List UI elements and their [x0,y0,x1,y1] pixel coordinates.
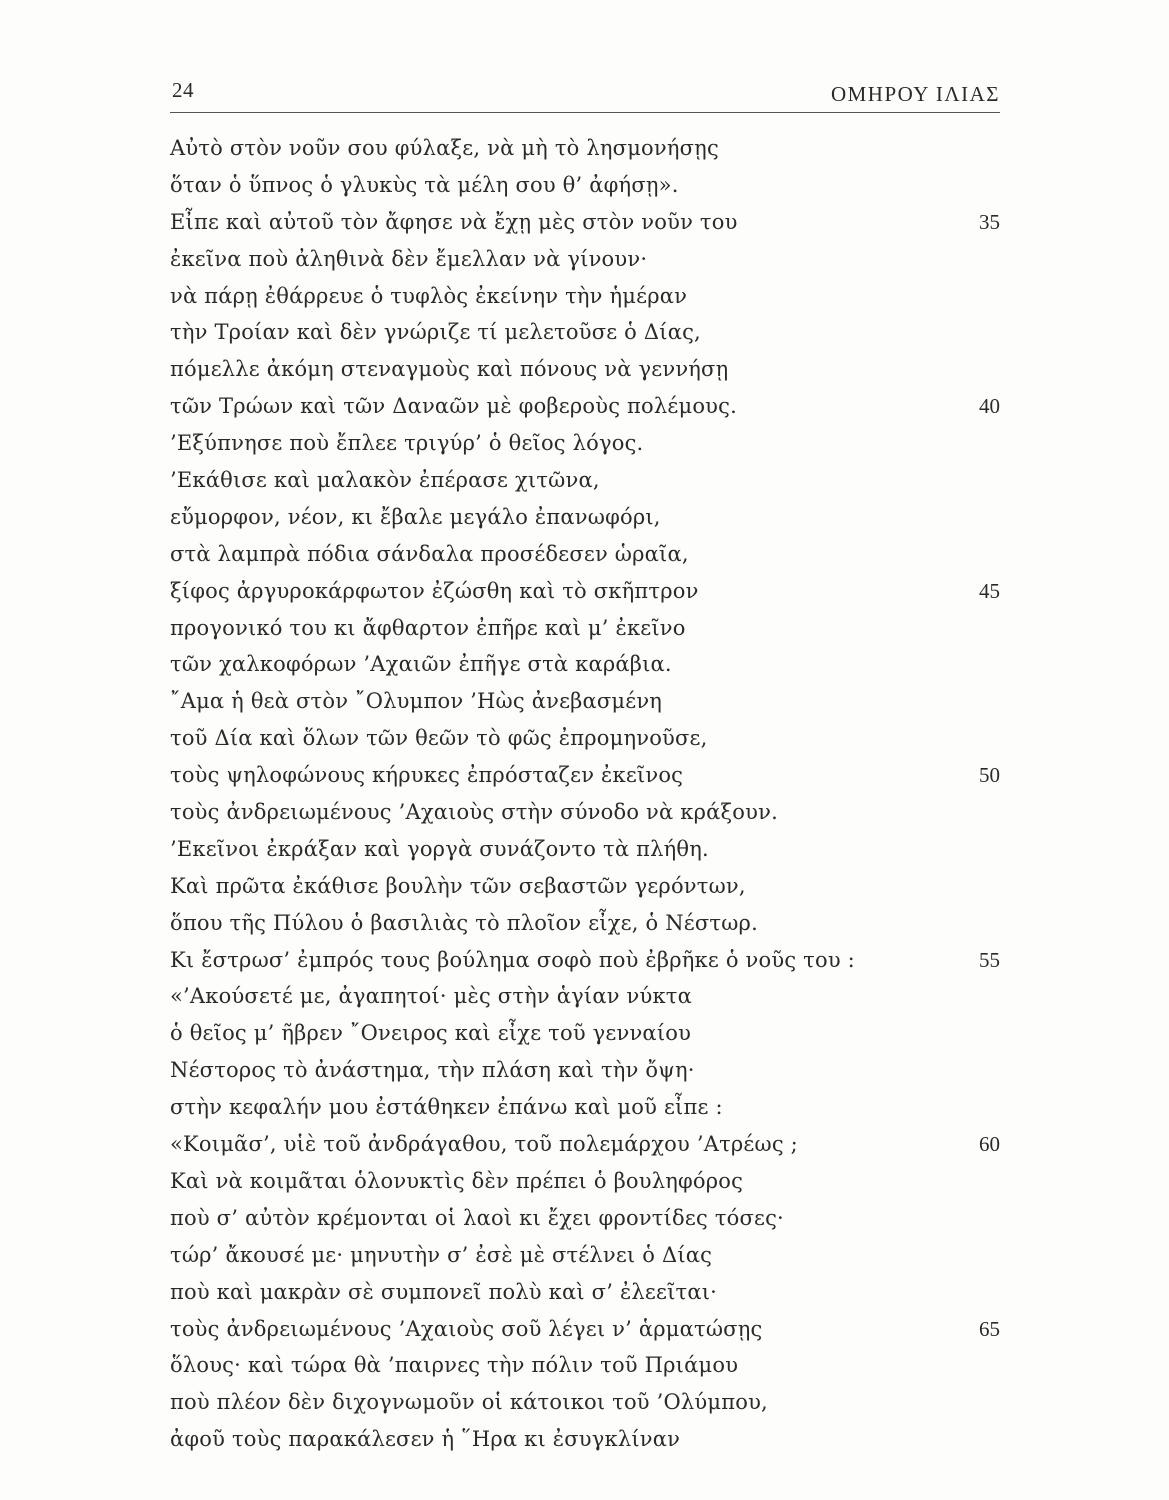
verse-line [170,1052,1000,1089]
verse-text: ποὺ σ’ αὐτὸν κρέμονται οἱ λαοὶ κι ἔχει φροντίδες τόσες· [170,1205,784,1230]
verse-text: τώρ’ ἄκουσέ με· μηνυτὴν σ’ ἐσὲ μὲ στέλνει ὁ Δίας [170,1242,713,1267]
verse-line [170,1384,1000,1421]
verse-line [170,1089,1000,1126]
verse-line [170,978,1000,1015]
verse-text: ὅπου τῆς Πύλου ὁ βασιλιὰς τὸ πλοῖον εἶχε, ὁ Νέστωρ. [170,910,758,935]
verse-line [170,573,1000,610]
verse-text: «Κοιμᾶσ’, υἱὲ τοῦ ἀνδράγαθου, τοῦ πολεμάρχου ’Ατρέως ; [170,1132,798,1157]
verse-text: ῎Αμα ἡ θεὰ στὸν ῎Ολυμπον ’Ηὼς ἀνεβασμένη [170,689,663,714]
verse-text: «’Ακούσετέ με, ἀγαπητοί· μὲς στὴν ἁγίαν νύκτα [170,984,693,1009]
verse-line [170,1126,1000,1163]
verse-line [170,1311,1000,1348]
line-number: 60 [979,1132,1000,1157]
verse-text: εὔμορφον, νέον, κι ἔβαλε μεγάλο ἐπανωφόρι, [170,504,661,529]
verse-text: τοῦ Δία καὶ ὅλων τῶν θεῶν τὸ φῶς ἐπρομηνοῦσε, [170,726,708,751]
line-number: 50 [979,763,1000,788]
verse-line [170,167,1000,204]
verse-line [170,1274,1000,1311]
verse-text: ὁ θεῖος μ’ ῆβρεν ῎Ονειρος καὶ εἶχε τοῦ γενναίου [170,1021,692,1046]
verse-line [170,1347,1000,1384]
verse-text: ποὺ καὶ μακρὰν σὲ συμπονεῖ πολὺ καὶ σ’ ἐλεεῖται· [170,1279,718,1304]
running-title: ΟΜΗΡΟΥ ΙΛΙΑΣ [830,82,1000,106]
verse-line [170,757,1000,794]
verse-text: τὴν Τροίαν καὶ δὲν γνώριζε τί μελετοῦσε ὁ Δίας, [170,320,701,345]
verse-line [170,204,1000,241]
page-number: 24 [172,78,194,102]
verse-text: ξίφος ἀργυροκάρφωτον ἐζώσθη καὶ τὸ σκῆπτρον [170,578,699,603]
verse-line [170,683,1000,720]
verse-line [170,425,1000,462]
line-number: 45 [979,578,1000,603]
page-header [170,76,1000,113]
verse-text: τοὺς ψηλοφώνους κήρυκες ἐπρόσταζεν ἐκεῖνος [170,763,684,788]
verse-text: ’Εκεῖνοι ἐκράξαν καὶ γοργὰ συνάζοντο τὰ πλήθη. [170,836,709,861]
verse-text: ἐκεῖνα ποὺ ἀληθινὰ δὲν ἔμελλαν νὰ γίνουν· [170,246,648,271]
line-number: 40 [979,394,1000,419]
verse-line [170,646,1000,683]
verse-line [170,1163,1000,1200]
verse-line [170,130,1000,167]
verse-text: στὴν κεφαλήν μου ἐστάθηκεν ἐπάνω καὶ μοῦ εἶπε : [170,1095,723,1120]
verse-text: τοὺς ἀνδρειωμένους ’Αχαιοὺς σοῦ λέγει ν’ ἁρματώσῃς [170,1316,763,1341]
line-number: 35 [979,209,1000,234]
verse-line [170,462,1000,499]
line-number: 55 [979,947,1000,972]
verse-line [170,1015,1000,1052]
verse-text: Κι ἔστρωσ’ ἐμπρός τους βούλημα σοφὸ ποὺ ἐβρῆκε ὁ νοῦς του : [170,947,855,972]
verse-line [170,1421,1000,1458]
verse-text: νὰ πάρῃ ἐθάρρευε ὁ τυφλὸς ἐκείνην τὴν ἡμέραν [170,283,688,308]
verse-text: ὅταν ὁ ὕπνος ὁ γλυκὺς τὰ μέλη σου θ’ ἀφήσῃ». [170,172,679,197]
verse-line [170,241,1000,278]
verse-text: πόμελλε ἀκόμη στεναγμοὺς καὶ πόνους νὰ γεννήσῃ [170,357,729,382]
verse-line [170,905,1000,942]
verse-line [170,278,1000,315]
verse-text: Καὶ πρῶτα ἐκάθισε βουλὴν τῶν σεβαστῶν γερόντων, [170,873,746,898]
verse-line [170,351,1000,388]
verse-line [170,314,1000,351]
verse-line [170,1237,1000,1274]
verse-text: Αὐτὸ στὸν νοῦν σου φύλαξε, νὰ μὴ τὸ λησμονήσῃς [170,136,719,160]
verse-line [170,388,1000,425]
verse-line [170,536,1000,573]
verse-line [170,499,1000,536]
line-number: 65 [979,1316,1000,1341]
verse-text: τῶν Τρώων καὶ τῶν Δαναῶν μὲ φοβεροὺς πολέμους. [170,394,737,419]
verse-text: προγονικό του κι ἄφθαρτον ἐπῆρε καὶ μ’ ἐκεῖνο [170,615,686,640]
verse-text: ποὺ πλέον δὲν διχογνωμοῦν οἱ κάτοικοι τοῦ ’Ολύμπου, [170,1390,768,1415]
verse-text: ’Εκάθισε καὶ μαλακὸν ἐπέρασε χιτῶνα, [170,468,600,493]
verse-line [170,942,1000,979]
verse-text: Εἶπε καὶ αὐτοῦ τὸν ἄφησε νὰ ἔχῃ μὲς στὸν νοῦν του [170,209,738,234]
verse-text: ὅλους· καὶ τώρα θὰ ’παιρνες τὴν πόλιν τοῦ Πριάμου [170,1353,739,1378]
verse-text: τοὺς ἀνδρειωμένους ’Αχαιοὺς στὴν σύνοδο νὰ κράξουν. [170,800,778,825]
verse-text: Καὶ νὰ κοιμᾶται ὁλονυκτὶς δὲν πρέπει ὁ βουληφόρος [170,1168,744,1193]
verse-line [170,868,1000,905]
verse-line [170,720,1000,757]
verse-list [170,130,1000,1458]
verse-text: ’Εξύπνησε ποὺ ἔπλεε τριγύρ’ ὁ θεῖος λόγος. [170,431,644,456]
verse-line [170,794,1000,831]
verse-line [170,610,1000,647]
verse-text: ἀφοῦ τοὺς παρακάλεσεν ἡ ῞Ηρα κι ἐσυγκλίναν [170,1427,681,1452]
verse-line [170,831,1000,868]
verse-line [170,1200,1000,1237]
verse-text: τῶν χαλκοφόρων ’Αχαιῶν ἐπῆγε στὰ καράβια. [170,652,672,677]
verse-text: στὰ λαμπρὰ πόδια σάνδαλα προσέδεσεν ὡραῖα, [170,541,689,566]
verse-text: Νέστορος τὸ ἀνάστημα, τὴν πλάση καὶ τὴν ὄψη· [170,1058,695,1083]
